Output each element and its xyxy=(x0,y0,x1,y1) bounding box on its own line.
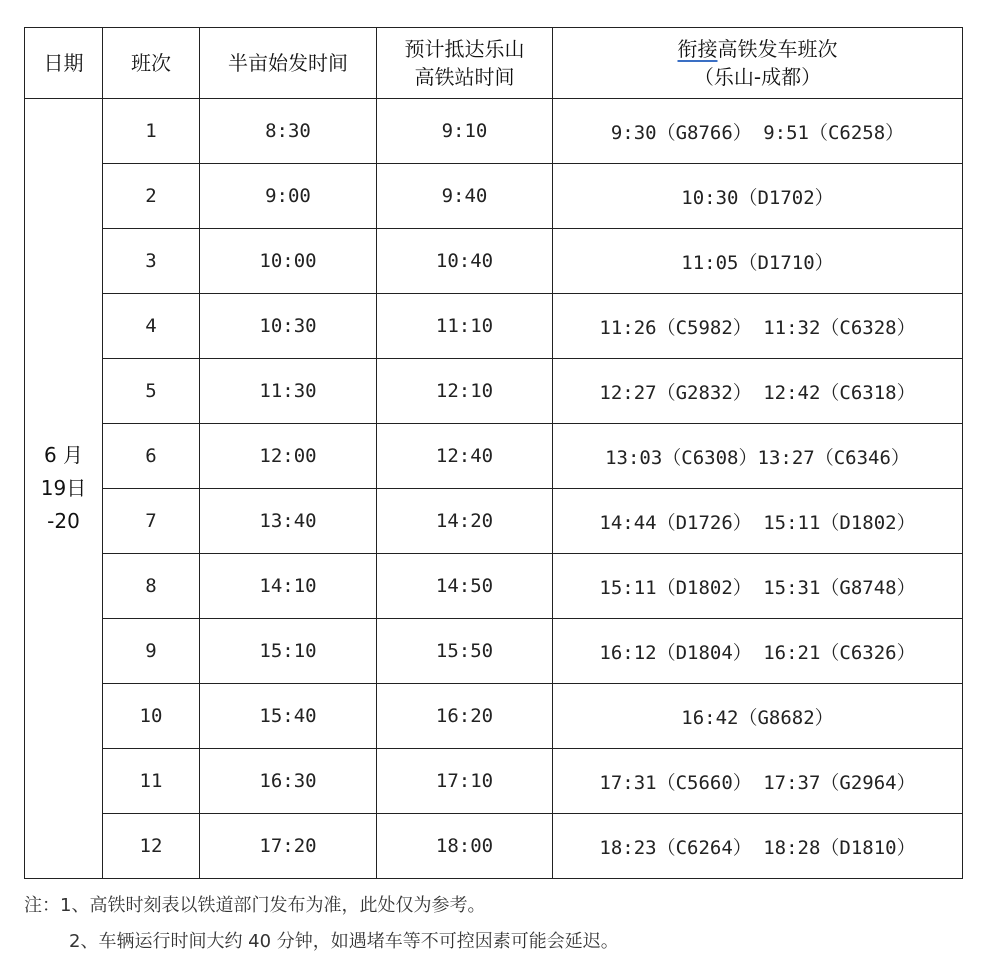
connecting-trains-cell: 16:42（G8682） xyxy=(553,684,963,749)
run-number-cell: 3 xyxy=(103,229,200,294)
table-row xyxy=(25,99,963,164)
arrival-time-cell: 18:00 xyxy=(377,814,553,879)
run-number-cell: 7 xyxy=(103,489,200,554)
connecting-trains-cell: 15:11（D1802） 15:31（G8748） xyxy=(553,554,963,619)
connecting-trains-cell: 11:26（C5982） 11:32（C6328） xyxy=(553,294,963,359)
arrival-time-cell: 9:40 xyxy=(377,164,553,229)
connecting-trains-cell: 16:12（D1804） 16:21（C6326） xyxy=(553,619,963,684)
departure-time-cell: 16:30 xyxy=(200,749,377,814)
table-header-row xyxy=(25,28,963,99)
header-arrival-line2: 高铁站时间 xyxy=(414,65,515,89)
header-run xyxy=(103,28,200,99)
table-row xyxy=(25,359,963,424)
departure-time-cell: 17:20 xyxy=(200,814,377,879)
header-run-label: 班次 xyxy=(131,51,171,75)
departure-time-cell: 10:00 xyxy=(200,229,377,294)
arrival-time-cell: 15:50 xyxy=(377,619,553,684)
footnote-1: 注：1、高铁时刻表以铁道部门发布为准，此处仅为参考。 xyxy=(24,895,486,916)
connecting-trains-cell: 13:03（C6308）13:27（C6346） xyxy=(553,424,963,489)
table-row xyxy=(25,424,963,489)
table-row xyxy=(25,229,963,294)
departure-time-cell: 15:10 xyxy=(200,619,377,684)
run-number-cell: 2 xyxy=(103,164,200,229)
run-number-cell: 12 xyxy=(103,814,200,879)
table-row xyxy=(25,294,963,359)
date-line1: 6 月 xyxy=(43,443,84,467)
table-row xyxy=(25,814,963,879)
header-connections-underlined: 衔接 xyxy=(677,37,718,61)
arrival-time-cell: 12:10 xyxy=(377,359,553,424)
header-date xyxy=(25,28,103,99)
arrival-time-cell: 12:40 xyxy=(377,424,553,489)
departure-time-cell: 9:00 xyxy=(200,164,377,229)
header-departure xyxy=(200,28,377,99)
table-row xyxy=(25,684,963,749)
table-body xyxy=(25,99,963,879)
run-number-cell: 4 xyxy=(103,294,200,359)
run-number-cell: 1 xyxy=(103,99,200,164)
footnotes xyxy=(24,888,964,960)
table-row xyxy=(25,749,963,814)
run-number-cell: 6 xyxy=(103,424,200,489)
table-row xyxy=(25,489,963,554)
connecting-trains-cell: 9:30（G8766） 9:51（C6258） xyxy=(553,99,963,164)
header-connections-line1 xyxy=(553,35,962,63)
connecting-trains-cell: 14:44（D1726） 15:11（D1802） xyxy=(553,489,963,554)
table-row xyxy=(25,164,963,229)
arrival-time-cell: 10:40 xyxy=(377,229,553,294)
header-arrival xyxy=(377,28,553,99)
date-cell xyxy=(25,99,103,879)
date-line2: 19日 xyxy=(40,476,87,500)
header-date-label: 日期 xyxy=(43,51,84,75)
arrival-time-cell: 17:10 xyxy=(377,749,553,814)
run-number-cell: 8 xyxy=(103,554,200,619)
table-row xyxy=(25,554,963,619)
connecting-trains-cell: 18:23（C6264） 18:28（D1810） xyxy=(553,814,963,879)
departure-time-cell: 8:30 xyxy=(200,99,377,164)
run-number-cell: 10 xyxy=(103,684,200,749)
date-line3: -20 xyxy=(47,509,80,533)
connecting-trains-cell: 11:05（D1710） xyxy=(553,229,963,294)
header-arrival-line1: 预计抵达乐山 xyxy=(404,37,525,61)
header-connections-line2: （乐山-成都） xyxy=(693,65,822,89)
arrival-time-cell: 11:10 xyxy=(377,294,553,359)
connecting-trains-cell: 12:27（G2832） 12:42（C6318） xyxy=(553,359,963,424)
departure-time-cell: 10:30 xyxy=(200,294,377,359)
run-number-cell: 5 xyxy=(103,359,200,424)
arrival-time-cell: 14:20 xyxy=(377,489,553,554)
departure-time-cell: 11:30 xyxy=(200,359,377,424)
shuttle-schedule-table xyxy=(24,27,963,879)
arrival-time-cell: 9:10 xyxy=(377,99,553,164)
arrival-time-cell: 16:20 xyxy=(377,684,553,749)
connecting-trains-cell: 17:31（C5660） 17:37（G2964） xyxy=(553,749,963,814)
footnote-2: 2、车辆运行时间大约 40 分钟，如遇堵车等不可控因素可能会延迟。 xyxy=(69,931,619,952)
departure-time-cell: 15:40 xyxy=(200,684,377,749)
run-number-cell: 11 xyxy=(103,749,200,814)
run-number-cell: 9 xyxy=(103,619,200,684)
departure-time-cell: 12:00 xyxy=(200,424,377,489)
arrival-time-cell: 14:50 xyxy=(377,554,553,619)
header-connections-rest: 高铁发车班次 xyxy=(717,37,838,61)
connecting-trains-cell: 10:30（D1702） xyxy=(553,164,963,229)
header-departure-label: 半亩始发时间 xyxy=(228,51,348,75)
departure-time-cell: 14:10 xyxy=(200,554,377,619)
departure-time-cell: 13:40 xyxy=(200,489,377,554)
header-connections xyxy=(553,28,963,99)
table-row xyxy=(25,619,963,684)
